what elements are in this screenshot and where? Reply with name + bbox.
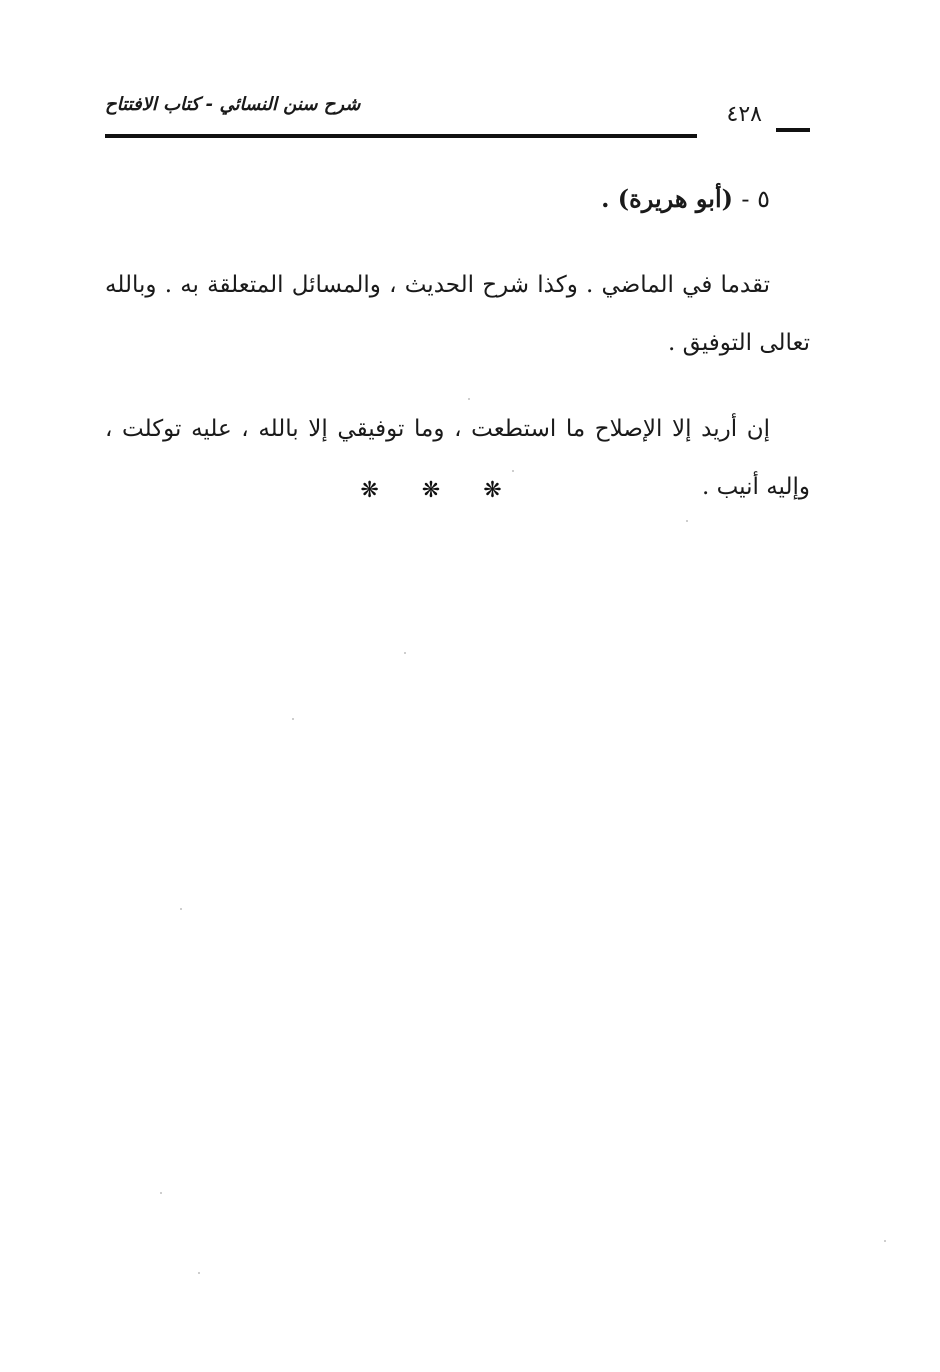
running-header	[105, 88, 810, 128]
scan-speck	[160, 1192, 162, 1194]
scan-speck	[468, 398, 470, 400]
section-separator: ❋ ❋ ❋	[360, 478, 520, 503]
header-rule	[105, 134, 697, 138]
running-header-title: شرح سنن النسائي - كتاب الافتتاح	[105, 94, 361, 115]
scan-speck	[404, 652, 406, 654]
scan-speck	[292, 718, 294, 720]
paragraph-commentary: تقدما في الماضي . وكذا شرح الحديث ، والمسائل المتعلقة به . وبالله تعالى التوفيق .	[105, 272, 810, 356]
scan-speck	[512, 470, 514, 472]
scan-speck	[180, 908, 182, 910]
item-number: ٥ -	[741, 185, 770, 213]
item-text: (أبو هريرة) .	[601, 184, 733, 213]
page-number-dash	[776, 128, 810, 132]
paragraph-closing-supplication: إن أريد إلا الإصلاح ما استطعت ، وما توفيقي إلا بالله ، عليه توكلت ، وإليه أنيب .	[105, 416, 810, 500]
numbered-item	[105, 170, 810, 228]
scan-speck	[686, 520, 688, 522]
page-number: ٤٢٨	[726, 102, 762, 127]
scan-speck	[884, 1240, 886, 1242]
scan-speck	[198, 1272, 200, 1274]
